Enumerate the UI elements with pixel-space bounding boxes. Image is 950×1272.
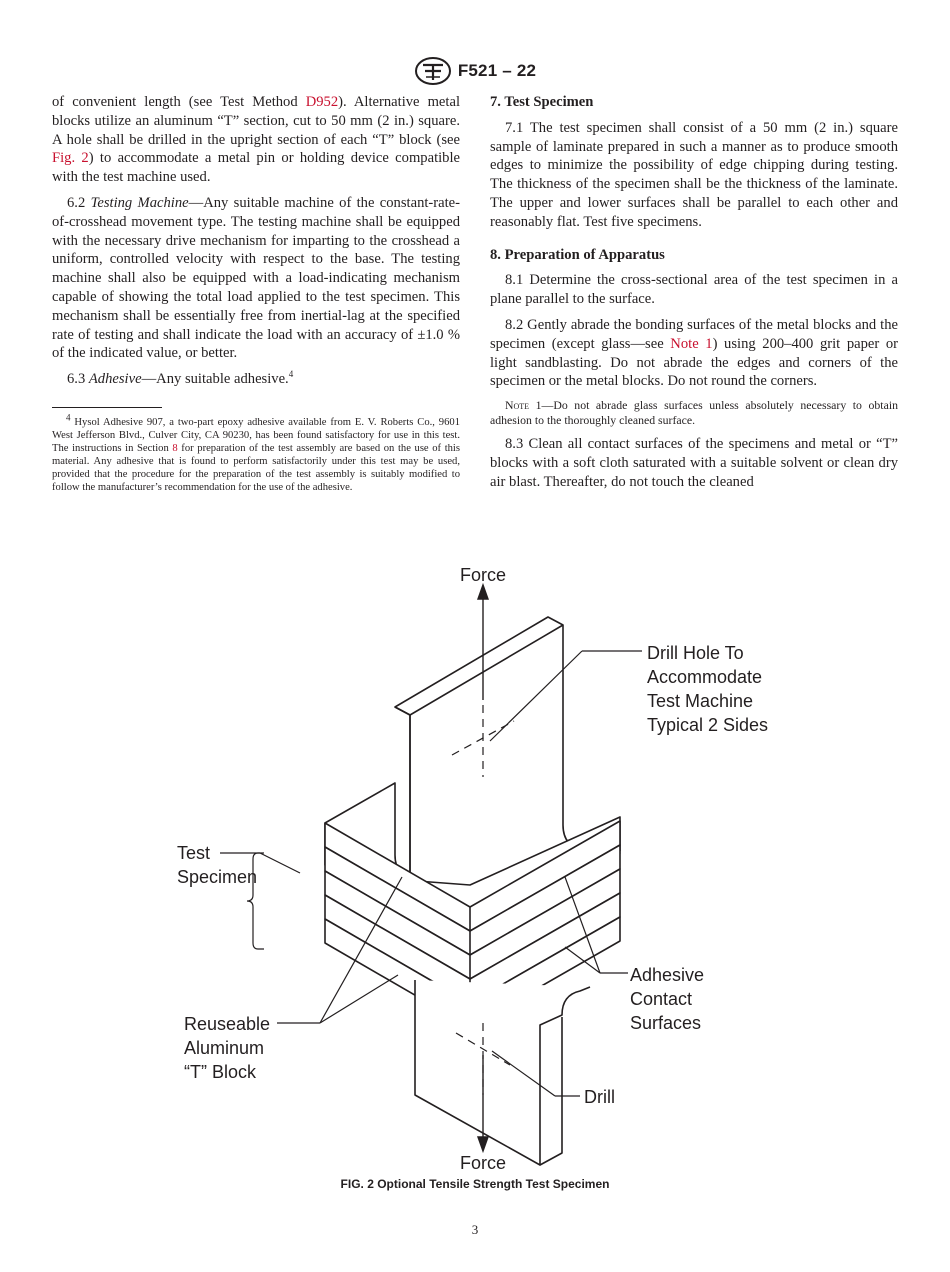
right-column: [490, 93, 898, 499]
paragraph-8-1: 8.1 Determine the cross-sectional area of the test specimen in a plane parallel to the surface.: [490, 272, 898, 308]
t-block-label-line-2: Aluminum: [184, 1038, 265, 1058]
lower-t-upright: [415, 980, 590, 1165]
force-top-label: Force: [459, 565, 507, 585]
t-block-label-line-1: Reuseable: [184, 1014, 271, 1034]
left-column: [52, 93, 460, 501]
paragraph-6-2: 6.2 Testing Machine—Any suitable machine of the constant-rate-of-crosshead movement type. The testing machine shall be equipped with the necessary drive mechanism for imparting to the crosshead a uniform, controlled velocity with respect to the base. The testing machine shall also be equipped with a load-indicating mechanism capable of showing the total load applied to the test specimen. This mechanism shall be essentially free from inertial-lag at the specified rate of testing and shall indicate the load with an accuracy of ±1.0 % of the indicated value, or better.: [52, 194, 461, 362]
drill-label: Drill: [584, 1087, 615, 1107]
note-1-link[interactable]: Note 1: [670, 335, 713, 352]
section-8-heading: 8. Preparation of Apparatus: [490, 246, 665, 263]
footnote-ref-4[interactable]: 4: [288, 369, 294, 380]
standard-designation: F521 – 22: [457, 61, 537, 80]
term-testing-machine: Testing Machine: [90, 194, 189, 211]
paragraph-6-3: 6.3 Adhesive—Any suitable adhesive.$^4$: [67, 369, 294, 388]
test-specimen-label-line-1: Test: [177, 843, 211, 863]
adhesive-label-line-3: Surfaces: [630, 1013, 702, 1033]
adhesive-label-line-1: Adhesive: [630, 965, 705, 985]
force-bottom-label: Force: [459, 1153, 507, 1173]
drill-hole-label-line-3: Test Machine: [647, 691, 754, 711]
term-adhesive: Adhesive: [88, 371, 142, 388]
note-1: Note 1—Do not abrade glass surfaces unless absolutely necessary to obtain adhesion to the thoroughly cleaned surface.: [490, 398, 899, 428]
drill-hole-label-line-2: Accommodate: [647, 667, 763, 687]
page-header: [0, 56, 950, 86]
adhesive-label-line-2: Contact: [630, 989, 693, 1009]
section-7-heading: 7. Test Specimen: [490, 94, 594, 110]
fig-2-link[interactable]: Fig. 2: [52, 150, 89, 167]
drill-hole-label-line-1: Drill Hole To: [647, 643, 744, 663]
paragraph-8-2: 8.2 Gently abrade the bonding surfaces of the metal blocks and the specimen (except glass—see Note 1) using 200–400 grit paper or light sandblasting. Do not abrade the edges and corners of the specimen or the metal blocks. Do not round the corners.: [490, 316, 898, 390]
paragraph-8-3: 8.3 Clean all contact surfaces of the specimens and metal or “T” blocks with a soft cloth saturated with a suitable solvent or clean dry air blast. Thereafter, do not touch the cleaned: [490, 436, 898, 490]
t-block-label-line-3: “T” Block: [184, 1062, 256, 1082]
footnote-4: $^4$ Hysol Adhesive 907, a two-part epoxy adhesive available from E. V. Roberts Co., 9601 West Jefferson Blvd., Culver City, CA 90230, has been found satisfactory for use in this test. The instructions in Section 8 for preparation of the test assembly are based on the use of this material. Any adhesive that is found to perform satisfactorily under this test may be used, provided that the procedure for the preparation of the test assembly is suitably modified to follow the manufacturer’s recommendation for the use of the adhesive.: [52, 412, 460, 493]
footnote-divider: [52, 407, 162, 408]
test-specimen-label-line-2: Specimen: [177, 867, 258, 887]
section-8-link[interactable]: 8: [172, 442, 178, 454]
figure-caption: FIG. 2 Optional Tensile Strength Test Specimen: [340, 1177, 610, 1191]
paragraph-7-1: 7.1 The test specimen shall consist of a 50 mm (2 in.) square sample of laminate prepared in such a manner as to produce smooth edges to minimize the possibility of edge chipping during testing. The thickness of the specimen shall be the thickness of the laminate. The upper and lower surfaces shall be parallel to each other and reasonably flat. Test five specimens.: [490, 119, 898, 230]
drill-hole-label-line-4: Typical 2 Sides: [647, 715, 769, 735]
test-method-d952-link[interactable]: D952: [305, 94, 339, 110]
page-number: 3: [471, 1222, 479, 1237]
force-down-arrow-icon: [478, 1137, 488, 1151]
force-up-arrow-icon: [478, 585, 488, 599]
paragraph-6-1-continued: of convenient length (see Test Method D952). Alternative metal blocks utilize an aluminum “T” section, cut to 50 mm (2 in.) square. A hole shall be drilled in the upright section of each “T” block (see Fig. 2) to accommodate a metal pin or holding device compatible with the test machine used.: [52, 94, 461, 186]
astm-logo-icon: [414, 56, 452, 86]
figure-2: [160, 555, 800, 1185]
tensile-specimen-diagram: [160, 555, 800, 1185]
